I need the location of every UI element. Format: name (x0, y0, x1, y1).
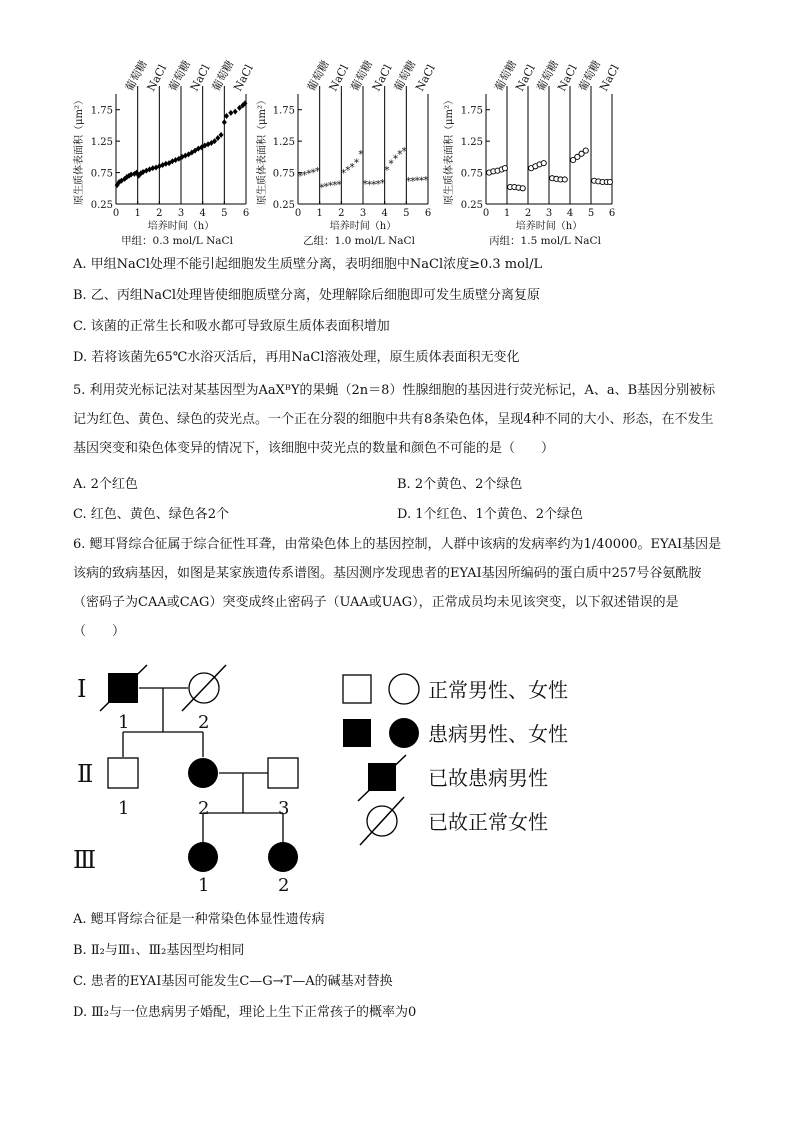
phase-label: NaCl (187, 62, 213, 94)
data-point: * (302, 170, 307, 182)
chart-bing (442, 58, 622, 247)
data-point: * (319, 183, 325, 195)
y-tick-label: 1.75 (90, 105, 113, 117)
phase-label: 葡萄糖 (166, 58, 194, 94)
phase-label: 葡萄糖 (391, 58, 419, 94)
data-point: * (297, 171, 303, 183)
q6-option-d: D. Ⅲ₂与一位患病男子婚配，理论上生下正常孩子的概率为0 (73, 1005, 417, 1020)
x-tick-label: 4 (566, 208, 574, 219)
chart-jia (72, 58, 256, 247)
x-axis-label: 培养时间（h） (329, 221, 397, 232)
q6-option-c: C. 患者的EYAI基因可能发生C—G→T—A的碱基对替换 (73, 974, 393, 989)
y-tick-label: 1.75 (460, 105, 483, 117)
data-point: * (332, 180, 338, 192)
data-point: * (384, 165, 390, 177)
q6-option-a: A. 鳃耳肾综合征是一种常染色体显性遗传病 (73, 912, 325, 927)
y-tick-label: 1.75 (272, 105, 295, 117)
data-point (607, 179, 612, 184)
x-tick-label: 0 (112, 208, 120, 219)
data-point: * (371, 179, 377, 191)
q4-option-d: D. 若将该菌先65℃水浴灭活后，再用NaCl溶液处理，原生质体表面积无变化 (73, 350, 520, 365)
generation-i-label: Ⅰ (77, 675, 87, 703)
legend-affected-female-icon (389, 718, 419, 748)
data-point: * (419, 176, 424, 188)
y-axis-label: 原生质体表面积（μm²） (444, 95, 455, 205)
x-tick-label: 5 (587, 208, 595, 219)
data-point: * (423, 175, 429, 187)
phase-label: NaCl (326, 62, 352, 94)
ii3-number: 3 (278, 798, 290, 819)
ii2-affected-female (188, 758, 218, 788)
y-tick-label: 0.25 (272, 200, 295, 211)
phase-label: NaCl (231, 62, 256, 94)
phase-label: 葡萄糖 (576, 58, 604, 94)
q5-option-b: B. 2个黄色、2个绿色 (397, 477, 523, 492)
x-tick-label: 2 (524, 208, 532, 219)
generation-ii-label: Ⅱ (77, 760, 94, 788)
q5-option-d: D. 1个红色、1个黄色、2个绿色 (397, 507, 584, 522)
x-tick-label: 3 (545, 208, 553, 219)
iii2-number: 2 (278, 875, 290, 896)
data-point: * (306, 169, 312, 181)
data-point: * (354, 157, 359, 169)
group-label: 甲组：0.3 mol/L NaCl (121, 235, 233, 247)
data-point: * (401, 146, 407, 158)
ii1-normal-male (108, 758, 138, 788)
legend-normal-male-icon (343, 675, 371, 703)
data-point: * (341, 168, 346, 180)
y-tick-label: 0.25 (90, 200, 113, 211)
legend-deceased-affected-label: 已故患病男性 (428, 766, 548, 790)
ii2-number: 2 (198, 798, 210, 819)
data-point: * (380, 178, 385, 190)
data-point (228, 110, 233, 116)
pedigree-chart (0, 655, 794, 900)
iii1-number: 1 (198, 875, 210, 896)
x-tick-label: 2 (338, 208, 345, 219)
ii1-number: 1 (118, 798, 130, 819)
data-point: * (328, 181, 333, 193)
y-tick-label: 0.25 (460, 200, 483, 211)
x-axis-label: 培养时间（h） (147, 221, 215, 232)
q5-option-c: C. 红色、黄色、绿色各2个 (73, 507, 230, 522)
generation-iii-label: Ⅲ (73, 846, 97, 874)
phase-label: NaCl (369, 62, 395, 94)
ii3-normal-male (268, 758, 298, 788)
data-point: * (315, 166, 320, 178)
x-axis-label: 培养时间（h） (515, 221, 583, 232)
y-tick-label: 1.25 (90, 137, 113, 149)
data-point: * (388, 159, 394, 171)
data-point (233, 109, 238, 115)
x-tick-label: 0 (482, 208, 490, 219)
x-tick-label: 6 (242, 208, 250, 219)
phase-label: NaCl (597, 62, 622, 94)
x-tick-label: 6 (608, 208, 616, 219)
y-axis-label: 原生质体表面积（μm²） (74, 95, 85, 205)
legend-affected-male-icon (343, 719, 371, 747)
q4-option-b: B. 乙、丙组NaCl处理皆使细胞质壁分离，处理解除后细胞即可发生质壁分离复原 (73, 288, 541, 303)
legend-normal-female-icon (389, 674, 419, 704)
legend-deceased-male-slash (358, 755, 406, 801)
y-tick-label: 1.25 (460, 137, 483, 149)
iii2-affected-female (268, 842, 298, 872)
data-point: * (367, 179, 372, 191)
data-point: * (310, 167, 316, 179)
x-tick-label: 4 (381, 208, 388, 219)
data-point: * (323, 181, 329, 193)
data-point (502, 166, 507, 171)
data-point (520, 186, 525, 191)
group-label: 丙组：1.5 mol/L NaCl (489, 235, 601, 247)
phase-label: 葡萄糖 (122, 58, 150, 94)
data-point: * (406, 176, 411, 188)
phase-label: 葡萄糖 (209, 58, 237, 94)
data-point: * (349, 162, 355, 174)
y-tick-label: 0.75 (272, 168, 295, 180)
y-axis-label: 原生质体表面积（μm²） (257, 95, 268, 205)
i1-number: 1 (118, 712, 130, 733)
data-point: * (375, 179, 381, 191)
data-point (541, 161, 546, 166)
x-tick-label: 1 (503, 208, 511, 219)
legend-normal-label: 正常男性、女性 (428, 678, 568, 702)
x-tick-label: 6 (424, 208, 432, 219)
phase-label: NaCl (513, 62, 538, 94)
x-tick-label: 1 (316, 208, 323, 219)
data-point (583, 148, 588, 153)
x-tick-label: 5 (403, 208, 410, 219)
i2-number: 2 (198, 712, 210, 733)
phase-label: 葡萄糖 (534, 58, 562, 94)
phase-label: NaCl (555, 62, 580, 94)
data-point: * (393, 154, 398, 166)
data-point: * (358, 149, 364, 161)
phase-label: NaCl (144, 62, 170, 94)
x-tick-label: 5 (221, 208, 228, 219)
data-point: * (397, 149, 403, 161)
x-tick-label: 4 (199, 208, 206, 219)
q6-option-b: B. Ⅱ₂与Ⅲ₁、Ⅲ₂基因型均相同 (73, 943, 245, 958)
x-tick-label: 3 (177, 208, 185, 219)
q4-option-c: C. 该菌的正常生长和吸水都可导致原生质体表面积增加 (73, 319, 390, 334)
x-tick-label: 1 (134, 208, 141, 219)
legend-deceased-normal-label: 已故正常女性 (428, 810, 548, 834)
x-tick-label: 2 (156, 208, 163, 219)
data-point: * (362, 179, 368, 191)
phase-label: NaCl (413, 62, 438, 94)
y-tick-label: 1.25 (272, 137, 295, 149)
data-point: * (345, 165, 351, 177)
y-tick-label: 0.75 (460, 168, 483, 180)
phase-label: 葡萄糖 (348, 58, 376, 94)
q4-option-a: A. 甲组NaCl处理不能引起细胞发生质壁分离，表明细胞中NaCl浓度≥0.3 mol/L (73, 257, 543, 272)
data-point (562, 177, 567, 182)
iii1-affected-female (188, 842, 218, 872)
q6-stem: 6. 鳃耳肾综合征属于综合征性耳聋，由常染色体上的基因控制，人群中该病的发病率约为1/40000。EYAI基因是该病的致病基因，如图是某家族遗传系谱图。基因测序发现患者的EYAI基因所编码的蛋白质中257号谷氨酰胺（密码子为CAA或CAG）突变成终止密码子（UAA或UAG），正常成员均未见该突变，以下叙述错误的是（ ） (73, 537, 722, 639)
legend-affected-label: 患病男性、女性 (428, 722, 568, 746)
chart-yi (255, 58, 438, 247)
q5-stem: 5. 利用荧光标记法对某基因型为AaXᴮY的果蝇（2n＝8）性腺细胞的基因进行荧光标记，A、a、B基因分别被标记为红色、黄色、绿色的荧光点。一个正在分裂的细胞中共有8条染色体，呈现4种不同的大小、形态，在不发生基因突变和染色体变异的情况下，该细胞中荧光点的数量和颜色不可能的是（ ） (73, 383, 716, 456)
data-point: * (336, 179, 342, 191)
x-tick-label: 0 (294, 208, 302, 219)
data-point: * (414, 176, 420, 188)
q5-option-a: A. 2个红色 (73, 477, 138, 492)
x-tick-label: 3 (359, 208, 367, 219)
data-point (222, 119, 227, 125)
group-label: 乙组：1.0 mol/L NaCl (303, 235, 415, 247)
y-tick-label: 0.75 (90, 168, 113, 180)
phase-label: 葡萄糖 (304, 58, 332, 94)
data-point: * (410, 176, 416, 188)
charts-figure (0, 0, 794, 255)
phase-label: 葡萄糖 (492, 58, 520, 94)
